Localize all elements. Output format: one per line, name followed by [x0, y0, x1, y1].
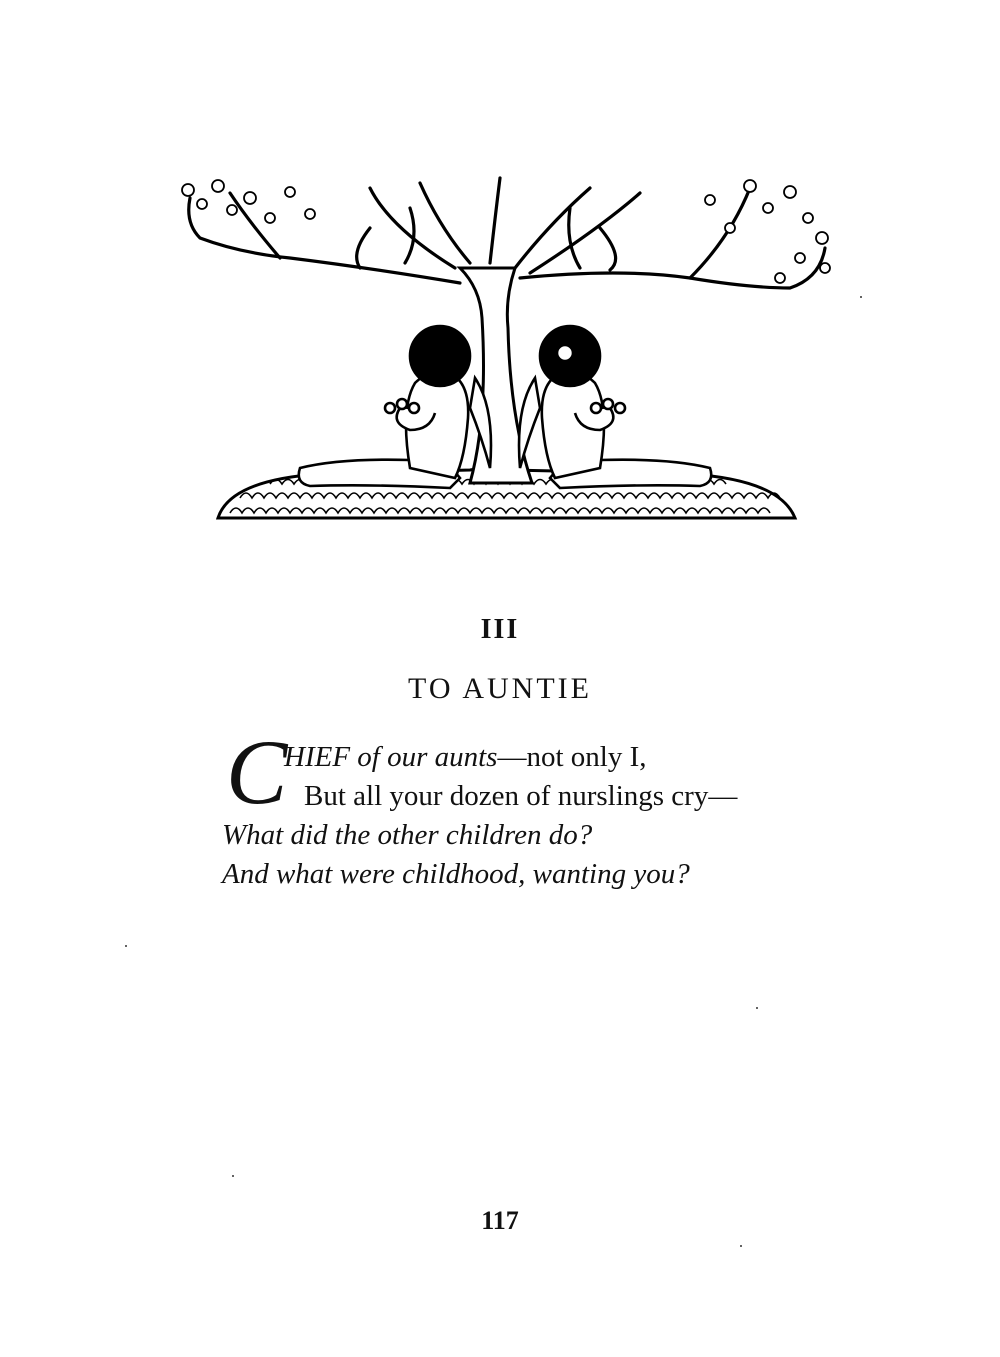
section-number: III	[480, 614, 520, 645]
paper-speck	[125, 945, 127, 947]
poem-stanza	[222, 721, 842, 894]
drop-cap: C	[226, 721, 288, 823]
paper-speck	[756, 1007, 758, 1009]
page-number: 117	[481, 1206, 519, 1235]
paper-speck	[860, 296, 862, 298]
poem-line-2: But all your dozen of nurslings cry—	[304, 780, 738, 812]
poem-line-1	[222, 738, 842, 777]
poem-line-1-rest: —not only I,	[497, 741, 647, 773]
paper-speck	[740, 1245, 742, 1247]
poem-line-4: And what were childhood, wanting you?	[222, 858, 690, 890]
poem-line-3: What did the other children do?	[222, 819, 593, 851]
tree-cherubs-illustration	[170, 168, 840, 540]
paper-speck	[232, 1175, 234, 1177]
illustration-svg	[170, 168, 840, 540]
poem-title: TO AUNTIE	[408, 672, 592, 705]
poem-line-1-italic: HIEF of our aunts	[284, 741, 498, 773]
